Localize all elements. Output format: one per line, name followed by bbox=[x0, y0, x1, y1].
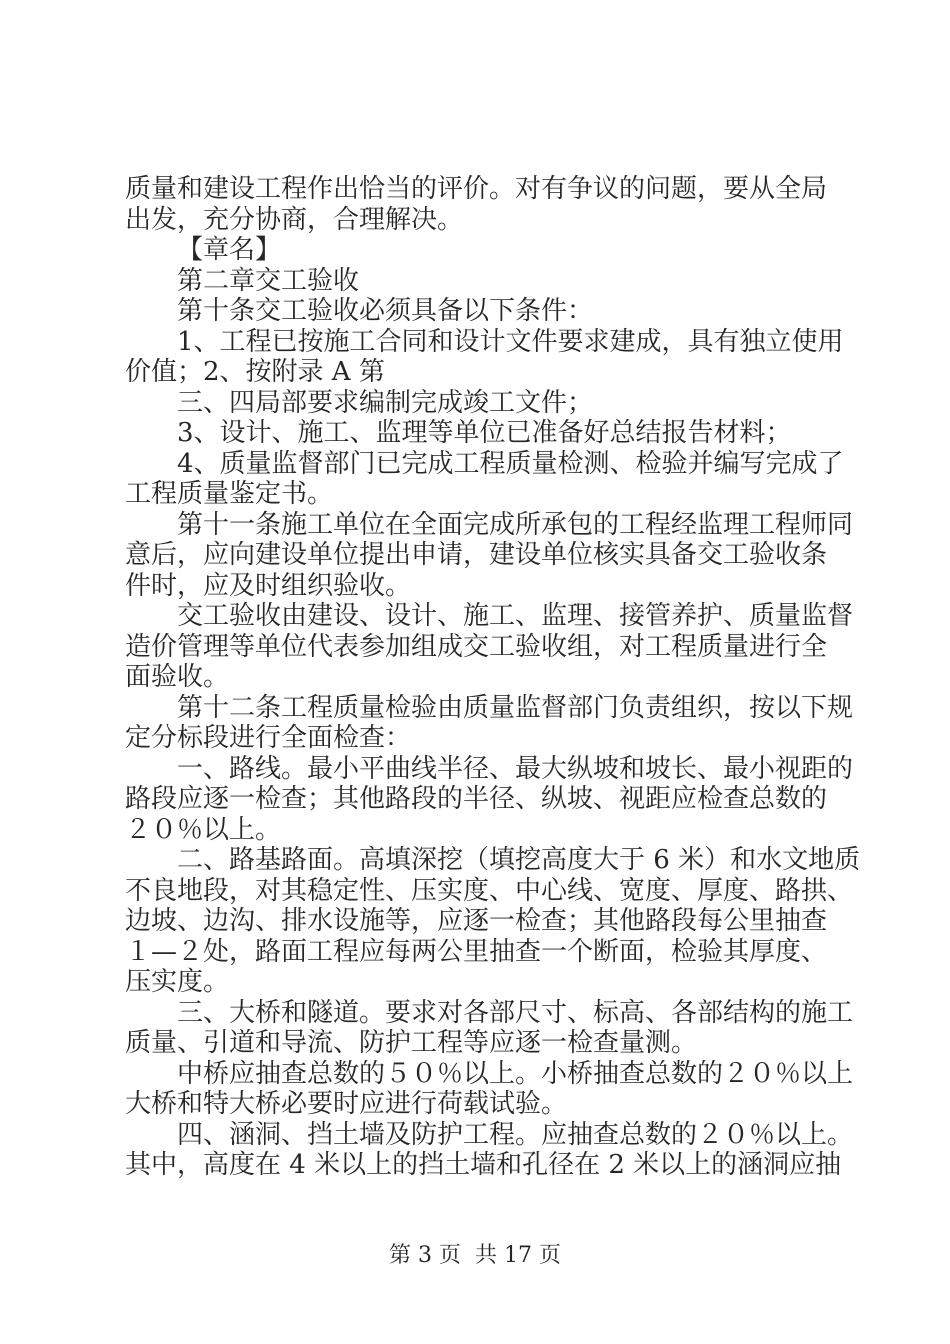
text-line: 造价管理等单位代表参加组成交工验收组，对工程质量进行全 bbox=[125, 631, 828, 662]
text-line: 面验收。 bbox=[125, 662, 230, 692]
text-line: 意后，应向建设单位提出申请，建设单位核实具备交工验收条 bbox=[125, 540, 828, 570]
text-line: 三、四局部要求编制完成竣工文件； bbox=[177, 387, 594, 418]
page-number-footer: 第 3 页 共 17 页 bbox=[389, 1243, 561, 1268]
text-line: 质量和建设工程作出恰当的评价。对有争议的问题，要从全局 bbox=[125, 174, 828, 204]
text-line: 其中，高度在 4 米以上的挡土墙和孔径在 2 米以上的涵洞应抽 bbox=[125, 1150, 842, 1180]
text-line: 3、设计、施工、监理等单位已准备好总结报告材料； bbox=[177, 418, 792, 448]
text-line: 【章名】 bbox=[177, 235, 282, 265]
text-line: 一、路线。最小平曲线半径、最大纵坡和坡长、最小视距的 bbox=[177, 753, 854, 784]
text-line: 价值；2、按附录 A 第 bbox=[125, 357, 385, 387]
text-line: 压实度。 bbox=[125, 967, 230, 997]
text-line: 件时，应及时组织验收。 bbox=[125, 570, 412, 601]
text-line: 质量、引道和导流、防护工程等应逐一检查量测。 bbox=[125, 1028, 698, 1058]
text-line: １—２处，路面工程应每两公里抽查一个断面，检验其厚度、 bbox=[125, 936, 828, 967]
text-line: 出发，充分协商，合理解决。 bbox=[125, 204, 464, 235]
text-line: 大桥和特大桥必要时应进行荷载试验。 bbox=[125, 1089, 568, 1119]
text-line: ２０％以上。 bbox=[125, 814, 282, 845]
text-line: 四、涵洞、挡土墙及防护工程。应抽查总数的２０％以上。 bbox=[177, 1119, 854, 1150]
text-line: 不良地段，对其稳定性、压实度、中心线、宽度、厚度、路拱、 bbox=[125, 875, 854, 906]
document-body-text bbox=[125, 174, 885, 1181]
text-line: 第十二条工程质量检验由质量监督部门负责组织，按以下规 bbox=[177, 692, 854, 723]
text-line: 第十一条施工单位在全面完成所承包的工程经监理工程师同 bbox=[177, 509, 854, 540]
text-line: 边坡、边沟、排水设施等，应逐一检查；其他路段每公里抽查 bbox=[125, 906, 828, 936]
text-line: 三、大桥和隧道。要求对各部尺寸、标高、各部结构的施工 bbox=[177, 997, 854, 1028]
text-line: 1、工程已按施工合同和设计文件要求建成，具有独立使用 bbox=[177, 326, 844, 357]
text-line: 路段应逐一检查；其他路段的半径、纵坡、视距应检查总数的 bbox=[125, 784, 828, 814]
text-line: 4、质量监督部门已完成工程质量检测、检验并编写完成了 bbox=[177, 448, 844, 479]
text-line: 中桥应抽查总数的５０％以上。小桥抽查总数的２０％以上 bbox=[177, 1058, 854, 1089]
text-line: 工程质量鉴定书。 bbox=[125, 479, 334, 509]
text-line: 第十条交工验收必须具备以下条件： bbox=[177, 296, 594, 326]
text-line: 定分标段进行全面检查： bbox=[125, 723, 412, 753]
text-line: 交工验收由建设、设计、施工、监理、接管养护、质量监督 bbox=[177, 601, 854, 631]
text-line: 二、路基路面。高填深挖（填挖高度大于 6 米）和水文地质 bbox=[177, 845, 861, 875]
text-line: 第二章交工验收 bbox=[177, 265, 360, 296]
